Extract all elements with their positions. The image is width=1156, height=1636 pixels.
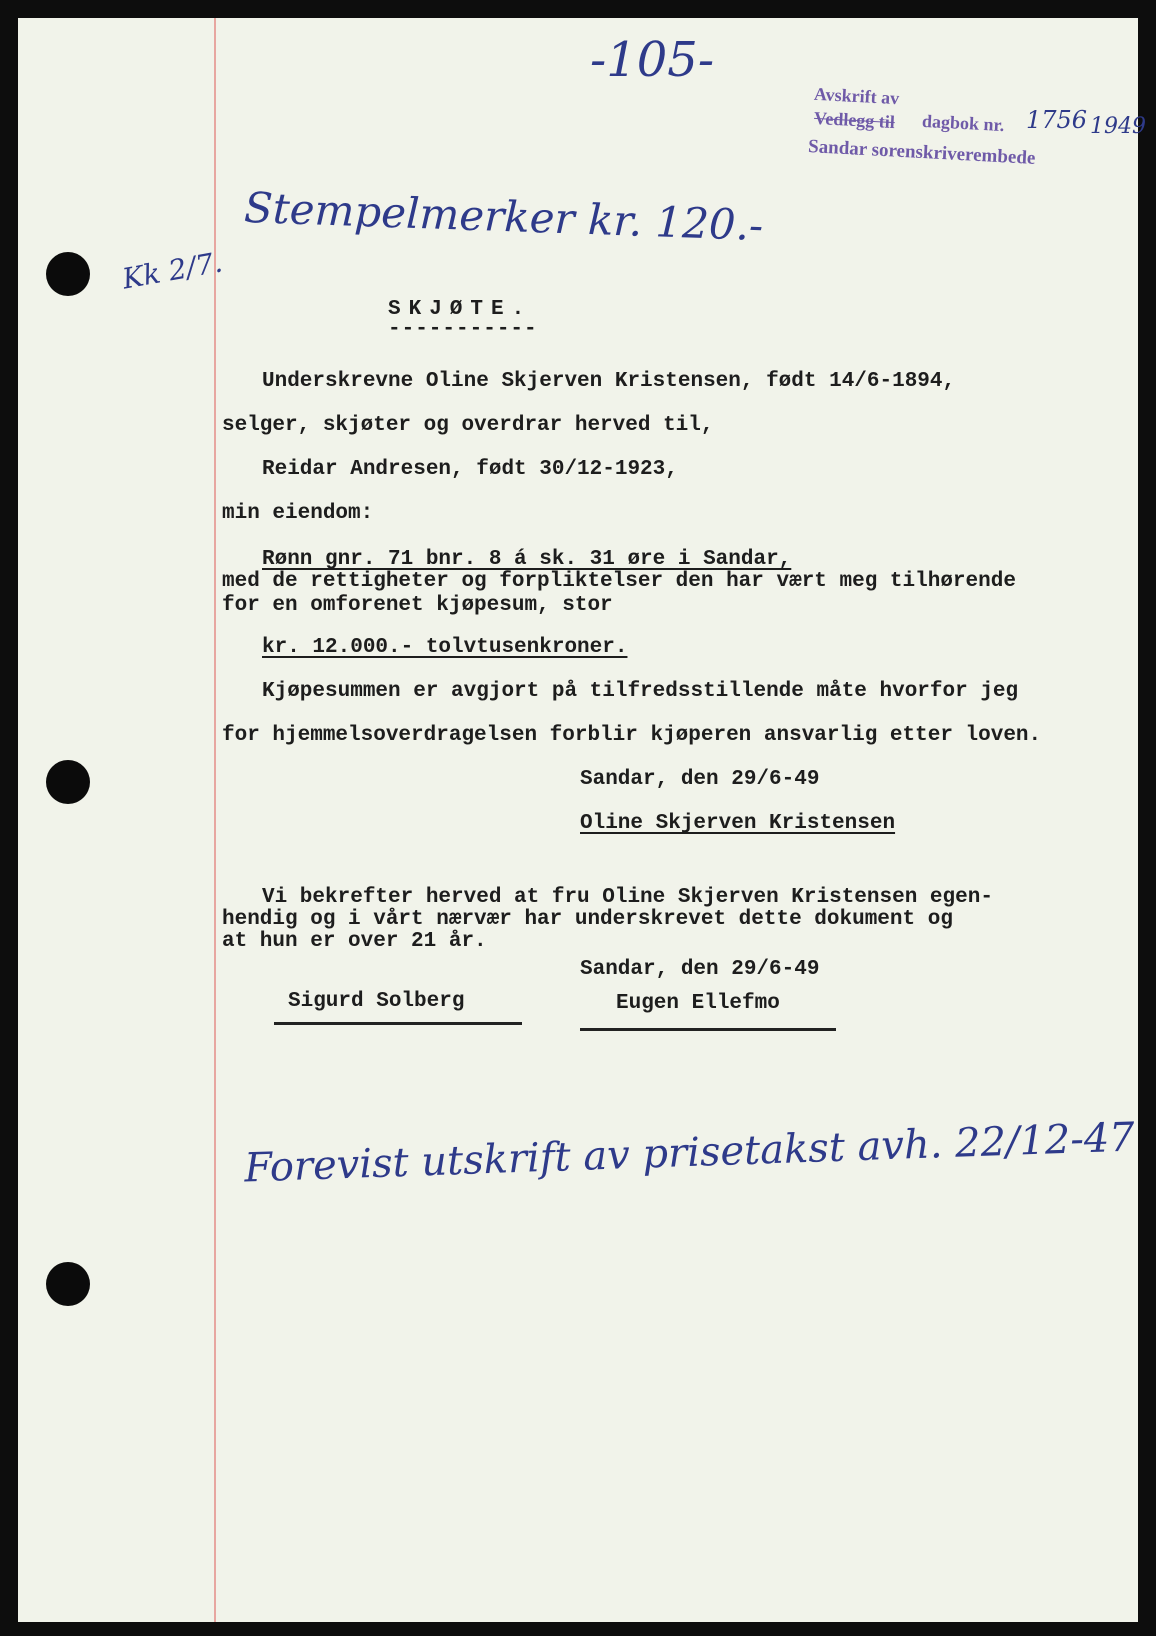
document-title-text: SKJØTE.: [388, 298, 533, 321]
title-underline: -----------: [388, 318, 538, 341]
stamp-dagbok-label: dagbok nr.: [921, 110, 1005, 136]
stamp-line2: Vedlegg til: [813, 107, 896, 133]
signature-line-1: [274, 1022, 522, 1025]
stamp-fee: Stempelmerker kr. 120.-: [243, 182, 765, 251]
initials: Kk 2/7.: [119, 245, 225, 296]
signature-line-2: [580, 1028, 836, 1031]
handwritten-note: Forevist utskrift av prisetakst avh. 22/12-47: [243, 1114, 1136, 1192]
seller-signature: Oline Skjerven Kristensen: [580, 812, 896, 835]
amount-line: kr. 12.000.- tolvtusenkroner.: [262, 636, 628, 659]
page-number: -105-: [590, 32, 715, 88]
body-line: selger, skjøter og overdrar herved til,: [222, 414, 714, 437]
witness-name-2: Eugen Ellefmo: [616, 992, 780, 1015]
witness-place-date: Sandar, den 29/6-49: [580, 958, 820, 981]
stamp-office: Sandar sorenskriverembede: [807, 136, 1036, 169]
body-line: min eiendom:: [222, 502, 374, 525]
body-line: for hjemmelsoverdragelsen forblir kjøperen ansvarlig etter loven.: [222, 724, 1042, 747]
witness-line: at hun er over 21 år.: [222, 930, 487, 953]
witness-line: Vi bekrefter herved at fru Oline Skjerven Kristensen egen-: [262, 886, 993, 909]
place-date: Sandar, den 29/6-49: [580, 768, 820, 791]
body-line: med de rettigheter og forpliktelser den har vært meg tilhørende: [222, 570, 1016, 593]
body-line: Reidar Andresen, født 30/12-1923,: [262, 458, 678, 481]
witness-name-1: Sigurd Solberg: [288, 990, 465, 1013]
punch-hole: [46, 760, 90, 804]
witness-line: hendig og i vårt nærvær har underskrevet dette dokument og: [222, 908, 953, 931]
property-line: Rønn gnr. 71 bnr. 8 á sk. 31 øre i Sandar,: [262, 548, 792, 571]
body-line: for en omforenet kjøpesum, stor: [222, 594, 613, 617]
body-line: Underskrevne Oline Skjerven Kristensen, født 14/6-1894,: [262, 370, 956, 393]
document-page: [18, 18, 1146, 1622]
punch-hole: [46, 252, 90, 296]
stamp-line1: Avskrift av: [813, 83, 900, 109]
stamp-dagbok-number: 1756: [1026, 106, 1088, 134]
body-line: Kjøpesummen er avgjort på tilfredsstillende måte hvorfor jeg: [262, 680, 1019, 703]
punch-hole: [46, 1262, 90, 1306]
stamp-year: 1949: [1090, 114, 1146, 139]
